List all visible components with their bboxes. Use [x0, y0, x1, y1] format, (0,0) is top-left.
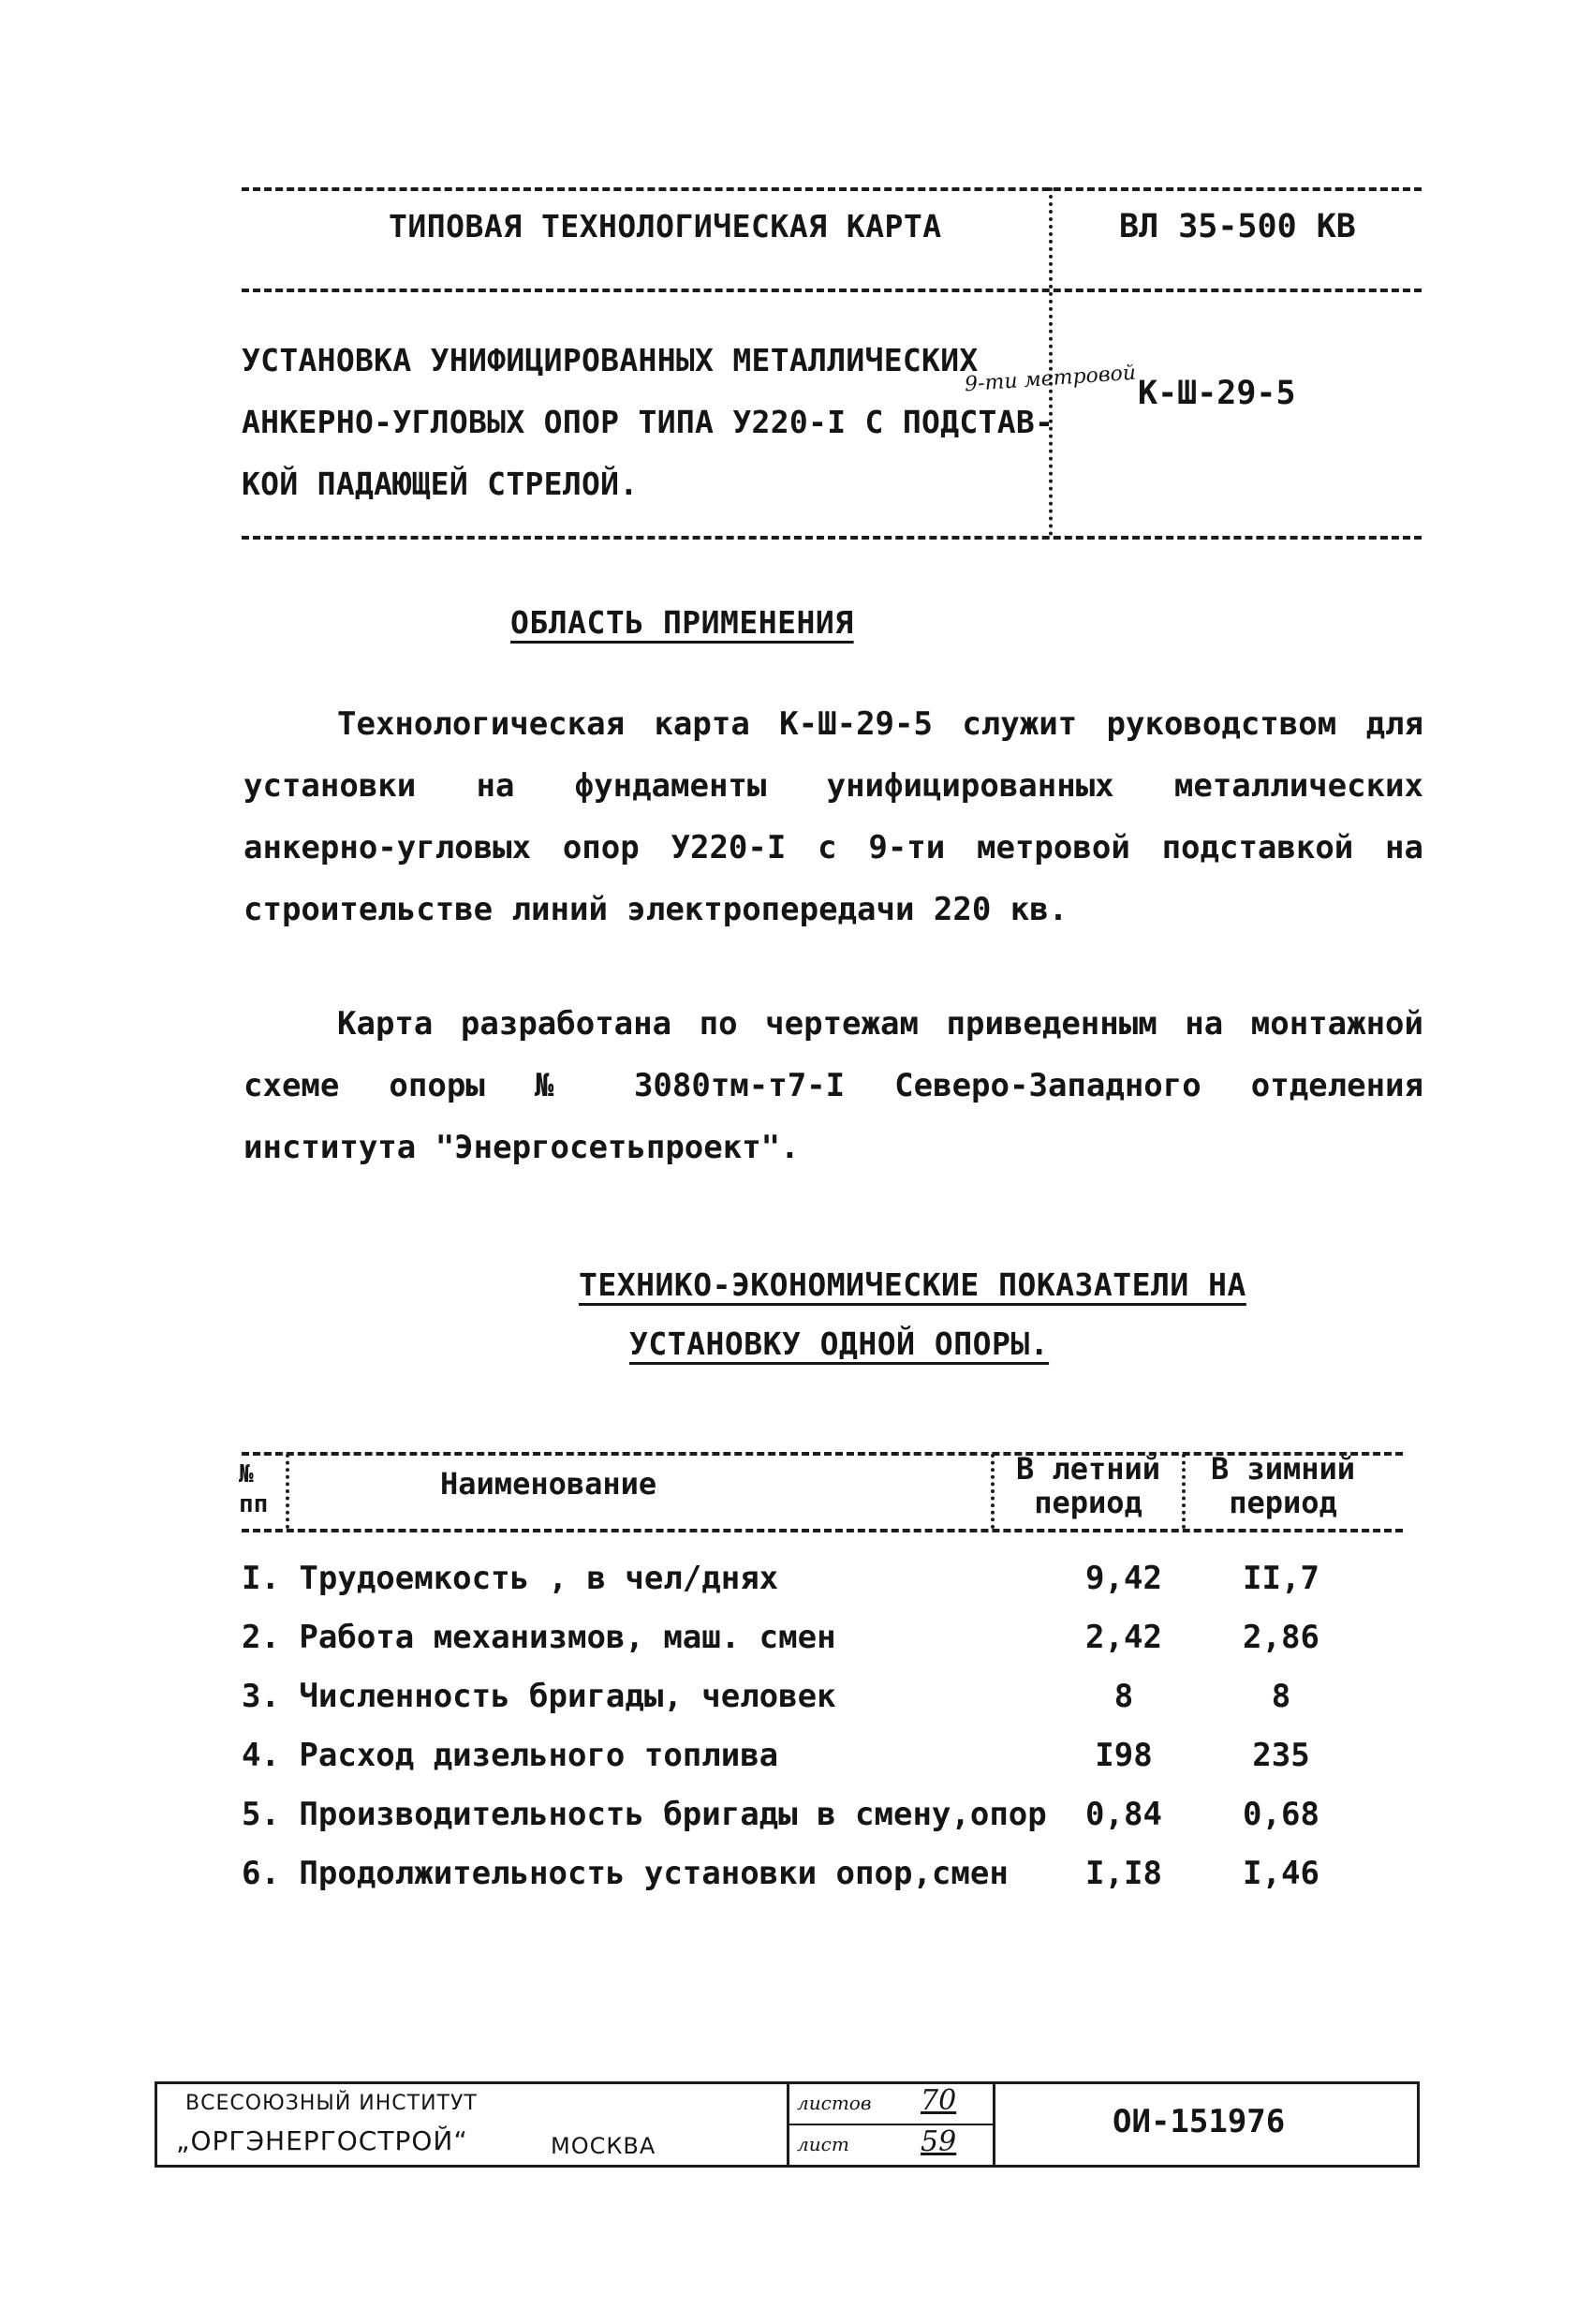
- stamp-sheets-divider: [789, 2124, 995, 2125]
- table-row: [242, 1737, 1347, 1793]
- row-winter-value: 0,68: [1243, 1796, 1319, 1833]
- header-bottom-rule: [242, 536, 1422, 540]
- handwritten-insertion: 9-ти метровой: [964, 361, 1137, 397]
- row-summer-value: 2,42: [1085, 1619, 1162, 1656]
- row-summer-value: I,I8: [1085, 1855, 1162, 1892]
- header-top-rule: [242, 187, 1422, 191]
- table-header-bottom-rule: [242, 1529, 1403, 1532]
- header-middle-rule: [242, 289, 1422, 292]
- stamp-sheets-value: 70: [921, 2084, 957, 2117]
- scope-paragraph-2: [243, 993, 1423, 1178]
- table-row: [242, 1855, 1347, 1911]
- table-row: [242, 1796, 1347, 1852]
- stamp-number-cell: [993, 2084, 995, 2165]
- row-winter-value: 235: [1252, 1737, 1310, 1774]
- row-label: 4. Расход дизельного топлива: [242, 1737, 779, 1774]
- table-row: [242, 1678, 1347, 1734]
- row-summer-value: I98: [1095, 1737, 1153, 1774]
- indicators-heading-line-1: ТЕХНИКО-ЭКОНОМИЧЕСКИЕ ПОКАЗАТЕЛИ НА: [579, 1266, 1246, 1303]
- scope-heading: ОБЛАСТЬ ПРИМЕНЕНИЯ: [510, 604, 854, 641]
- row-summer-value: 0,84: [1085, 1796, 1162, 1833]
- line-voltage-code: ВЛ 35-500 КВ: [1119, 208, 1356, 245]
- stamp-sheet-value: 59: [921, 2125, 957, 2158]
- row-summer-value: 8: [1113, 1678, 1134, 1715]
- table-divider-summer: [991, 1454, 995, 1529]
- card-description-line: УСТАНОВКА УНИФИЦИРОВАННЫХ МЕТАЛЛИЧЕСКИХ: [242, 342, 979, 378]
- row-label: 6. Продолжительность установки опор,смен: [242, 1855, 1009, 1892]
- indicators-heading-line-2: УСТАНОВКУ ОДНОЙ ОПОРЫ.: [629, 1325, 1050, 1362]
- stamp-institute-line: ВСЕСОЮЗНЫЙ ИНСТИТУТ: [185, 2092, 478, 2115]
- column-header-name: Наименование: [440, 1466, 657, 1502]
- row-winter-value: II,7: [1243, 1560, 1319, 1597]
- stamp-organization: „ОРГЭНЕРГОСТРОЙ“: [176, 2125, 468, 2156]
- card-description-line: АНКЕРНО-УГЛОВЫХ ОПОР ТИПА У220-I С ПОДСТАВ-: [242, 404, 1054, 440]
- card-number: К-Ш-29-5: [1138, 375, 1296, 412]
- column-header-summer: В летний период: [1015, 1451, 1161, 1520]
- card-description: [242, 330, 1066, 515]
- table-divider-winter: [1182, 1454, 1186, 1529]
- scope-paragraph-1: [243, 693, 1423, 940]
- stamp-sheet-label: лист: [797, 2133, 849, 2155]
- document-type-title: ТИПОВАЯ ТЕХНОЛОГИЧЕСКАЯ КАРТА: [389, 208, 942, 244]
- row-winter-value: I,46: [1243, 1855, 1319, 1892]
- table-divider-number: [286, 1454, 289, 1529]
- row-winter-value: 2,86: [1243, 1619, 1319, 1656]
- row-label: I. Трудоемкость , в чел/днях: [242, 1560, 779, 1597]
- table-row: [242, 1560, 1347, 1616]
- stamp-city: МОСКВА: [551, 2133, 656, 2159]
- stamp-sheets-cell: [787, 2084, 995, 2165]
- row-winter-value: 8: [1271, 1678, 1291, 1715]
- column-header-winter: В зимний период: [1210, 1451, 1356, 1520]
- row-summer-value: 9,42: [1085, 1560, 1162, 1597]
- table-row: [242, 1619, 1347, 1675]
- row-label: 3. Численность бригады, человек: [242, 1678, 836, 1715]
- stamp-sheets-label: листов: [797, 2092, 872, 2114]
- column-header-number: № пп: [239, 1460, 269, 1518]
- card-description-line: КОЙ ПАДАЮЩЕЙ СТРЕЛОЙ.: [242, 466, 639, 502]
- title-block-stamp: [155, 2081, 1420, 2168]
- stamp-document-number: ОИ-151976: [1113, 2103, 1286, 2140]
- scope-paragraph-1-text: Технологическая карта К-Ш-29-5 служит руководством для установки на фундаменты унифицированных металлических анкерно-угловых опор У220-I с 9-ти метровой подставкой на строительстве линий электропередачи 220 кв.: [243, 705, 1423, 928]
- row-label: 5. Производительность бригады в смену,опор: [242, 1796, 1047, 1833]
- scope-paragraph-2-text: Карта разработана по чертежам приведенным на монтажной схеме опоры № 3080тм-т7-I Северо-Западного отделения института "Энергосетьпроект".: [243, 1005, 1423, 1166]
- row-label: 2. Работа механизмов, маш. смен: [242, 1619, 836, 1656]
